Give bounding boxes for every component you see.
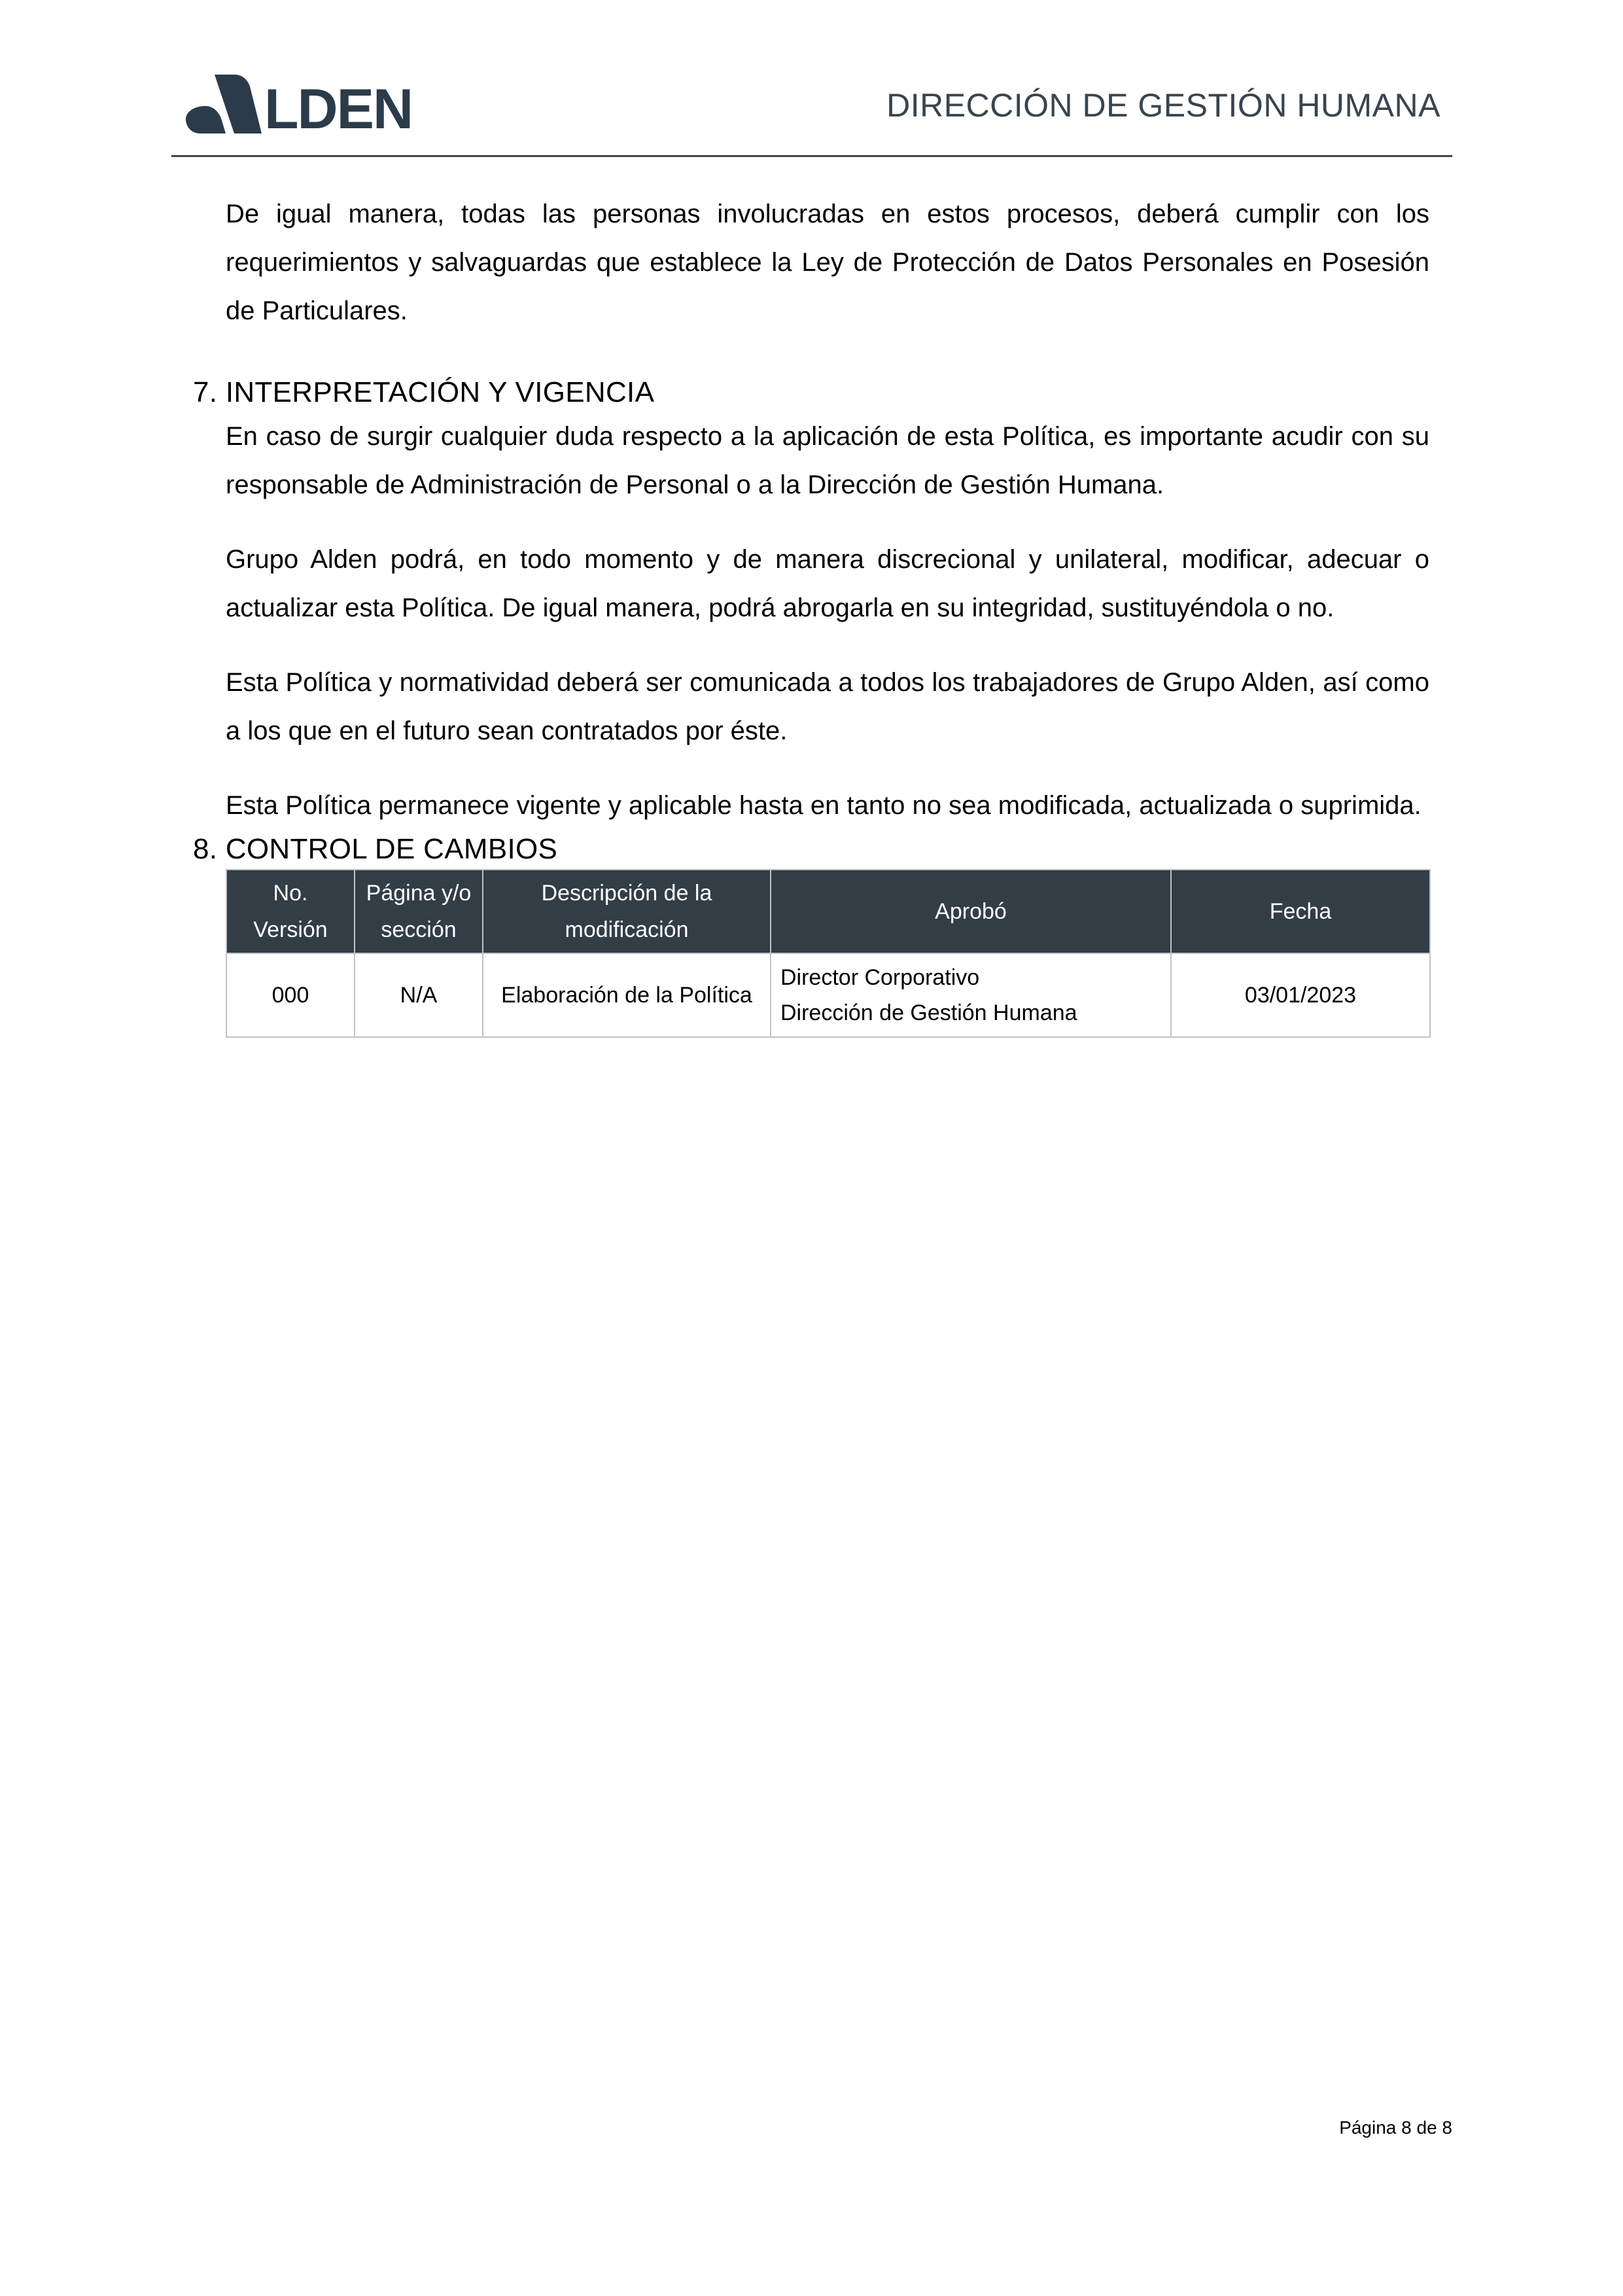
column-header-no-version-line2: Versión [253,917,328,942]
cell-aprobo-line2: Dirección de Gestión Humana [780,1000,1077,1025]
intro-paragraph: De igual manera, todas las personas involucradas en estos procesos, deberá cumplir con los requerimientos y salvaguardas que establece la Ley de Protección de Datos Personales en Posesión de Particulares. [226,200,1429,325]
section-heading-8: 8. CONTROL DE CAMBIOS [193,833,558,865]
cell-fecha: 03/01/2023 [1171,953,1430,1037]
column-header-descripcion-line2: modificación [565,917,689,942]
column-header-no-version [226,870,355,953]
cell-aprobo [771,953,1171,1037]
column-header-pagina-seccion [355,870,483,953]
section7-paragraph-3: Esta Política y normatividad deberá ser comunicada a todos los trabajadores de Grupo Alden, así como a los que en el futuro sean contratados por éste. [226,668,1429,745]
column-header-aprobo-line1: Aprobó [935,899,1007,924]
cell-version: 000 [226,953,355,1037]
column-header-descripcion-line1: Descripción de la [541,881,712,906]
page-header [171,58,1452,162]
cell-pagina-seccion: N/A [355,953,483,1037]
alden-a-mark-icon [186,73,262,135]
column-header-no-version-line1: No. [273,881,308,906]
cell-descripcion: Elaboración de la Política [483,953,771,1037]
table-row [226,953,1430,1037]
column-header-descripcion [483,870,771,953]
page-number-label: Página 8 de 8 [1339,2117,1452,2138]
table-body [226,953,1430,1037]
column-header-fecha-line1: Fecha [1269,899,1332,924]
control-de-cambios-table-wrapper [226,869,1429,1038]
table-head [226,870,1430,953]
column-header-aprobo [771,870,1171,953]
cell-aprobo-line1: Director Corporativo [780,965,980,990]
table-header-row [226,870,1430,953]
header-divider [171,155,1452,157]
alden-logo-wordmark: LDEN [264,77,413,141]
section-heading-7: 7. INTERPRETACIÓN Y VIGENCIA [193,376,655,408]
document-body [193,190,1429,1038]
page-footer [171,2115,1452,2141]
header-title: DIRECCIÓN DE GESTIÓN HUMANA [886,87,1440,124]
column-header-fecha [1171,870,1430,953]
control-de-cambios-table [226,869,1431,1038]
column-header-pagina-seccion-line1: Página y/o [366,881,472,906]
section7-paragraph-2: Grupo Alden podrá, en todo momento y de manera discrecional y unilateral, modificar, adecuar o actualizar esta Política. De igual manera, podrá abrogarla en su integridad, sustituyéndola o no. [226,545,1429,622]
alden-logo [186,69,413,141]
section7-paragraph-4: Esta Política permanece vigente y aplicable hasta en tanto no sea modificada, actualizada o suprimida. [226,791,1422,820]
section7-paragraph-1: En caso de surgir cualquier duda respecto a la aplicación de esta Política, es importante acudir con su responsable de Administración de Personal o a la Dirección de Gestión Humana. [226,422,1429,499]
column-header-pagina-seccion-line2: sección [381,917,457,942]
